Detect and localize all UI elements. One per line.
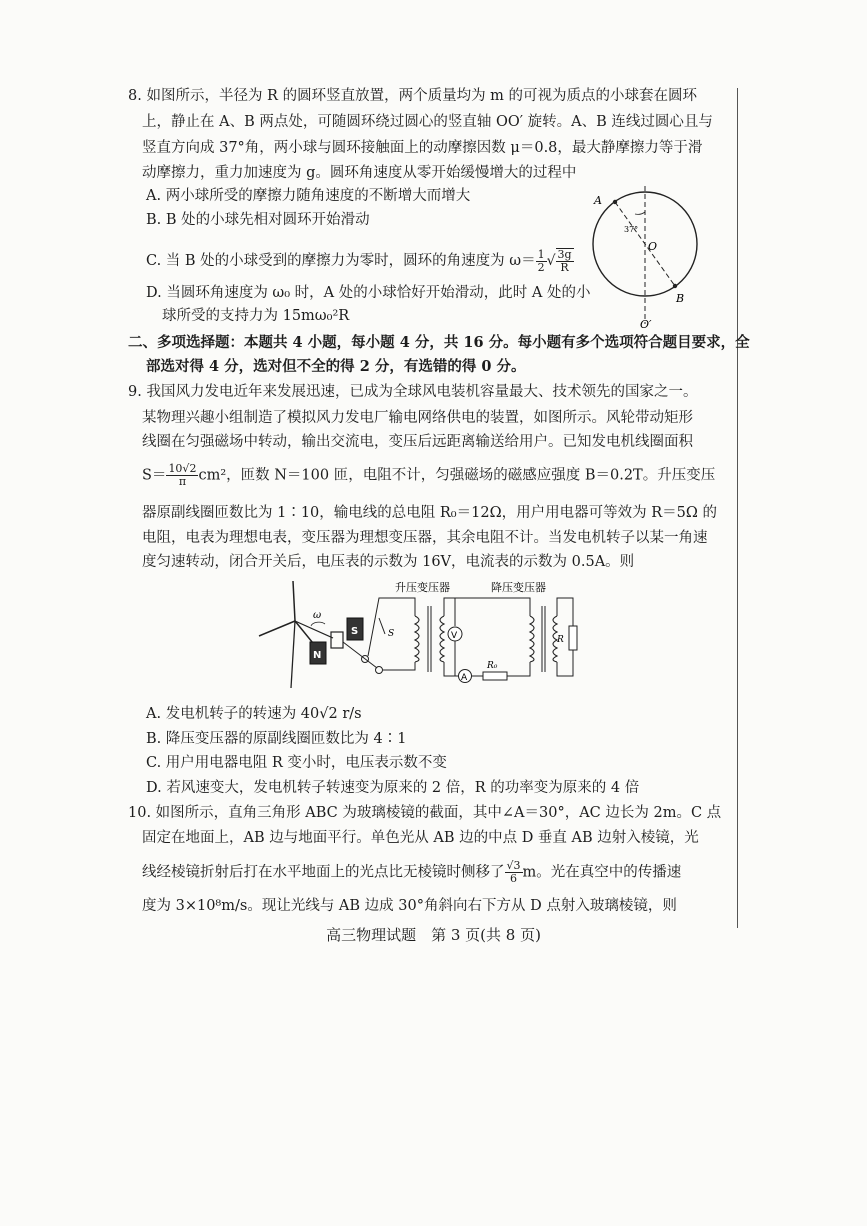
q9-s-label: S＝	[142, 467, 167, 484]
primary-wire-top	[368, 598, 415, 656]
stepdown-label: 降压变压器	[491, 581, 546, 594]
label-a: A	[594, 194, 602, 207]
q8-option-c-fraction	[536, 249, 547, 274]
turbine-shaft	[295, 621, 333, 638]
resistor-r0	[483, 672, 507, 680]
q8-c-den: 2	[537, 260, 545, 274]
q9-s-num: 10√2	[168, 462, 197, 475]
r-label: R	[557, 635, 564, 645]
q10-stem-line-2: 固定在地面上，AB 边与地面平行。单色光从 AB 边的中点 D 垂直 AB 边射入棱镜，光	[142, 830, 699, 846]
q10-l3-text: 线经棱镜折射后打在水平地面上的光点比无棱镜时侧移了	[142, 864, 505, 881]
q9-option-b: B. 降压变压器的原副线圈匝数比为 4∶1	[146, 731, 407, 747]
q9-stem-line-6: 电阻，电表为理想电表，变压器为理想变压器，其余电阻不计。当发电机转子以某一角速	[142, 530, 708, 546]
angle-arc	[635, 212, 645, 214]
page-footer: 高三物理试题 第 3 页(共 8 页)	[326, 926, 541, 944]
load-wire-bottom	[557, 650, 573, 676]
q9-s-rest: cm²，匝数 N＝100 匝，电阻不计，匀强磁场的磁感应强度 B＝0.2T。升压变压	[198, 467, 716, 484]
q9-option-a: A. 发电机转子的转速为 40√2 r/s	[146, 706, 362, 722]
q8-ring-figure	[580, 176, 710, 331]
turbine-blade-1	[293, 581, 295, 621]
q8-c-num: 1	[537, 247, 545, 261]
stepup-label: 升压变压器	[395, 581, 450, 594]
axle	[343, 642, 377, 668]
q9-option-c: C. 用户用电器电阻 R 变小时，电压表示数不变	[146, 755, 447, 771]
q8-option-c-text: C. 当 B 处的小球受到的摩擦力为零时，圆环的角速度为 ω＝	[146, 253, 536, 269]
slip-ring-2	[376, 667, 383, 674]
q10-shift-fraction	[505, 860, 523, 885]
label-o: O	[648, 240, 658, 253]
q10-den: 6	[510, 872, 517, 885]
angle-label: 37°	[624, 225, 639, 234]
magnet-s-label: S	[351, 626, 359, 637]
q9-area-fraction	[166, 463, 198, 488]
ammeter-label: A	[461, 673, 468, 683]
section2-header-line-1: 二、多项选择题：本题共 4 小题，每小题 4 分，共 16 分。每小题有多个选项符合题目要求，全	[128, 334, 750, 351]
q8-option-d-line-2: 球所受的支持力为 15mω₀²R	[162, 308, 350, 324]
voltmeter-label: V	[451, 631, 458, 641]
q9-stem-line-2: 某物理兴趣小组制造了模拟风力发电厂输电网络供电的装置，如图所示。风轮带动矩形	[142, 410, 693, 426]
q8-option-c: C. 当 B 处的小球受到的摩擦力为零时，圆环的角速度为 ω＝ $\frac{1}{2}$ √ $\frac{3g}{R}$	[146, 247, 572, 274]
q9-stem-line-5: 器原副线圈匝数比为 1∶10，输电线的总电阻 R₀＝12Ω，用户用电器可等效为 R＝5Ω 的	[142, 505, 717, 521]
q10-l3-rest: m。光在真空中的传播速	[522, 864, 682, 881]
q9-stem-line-7: 度匀速转动，闭合开关后，电压表的示数为 16V，电流表的示数为 0.5A。则	[142, 554, 635, 570]
magnet-n-label: N	[313, 650, 322, 661]
primary-wire-bottom	[383, 662, 415, 670]
stepup-secondary-coil	[440, 616, 444, 662]
q8-c-rad-den: R	[560, 261, 569, 274]
q10-stem-line-1: 10. 如图所示，直角三角形 ABC 为玻璃棱镜的截面，其中∠A＝30°，AC 边长为 2m。C 点	[128, 805, 722, 821]
load-wire-top	[557, 598, 573, 626]
q8-option-a: A. 两小球所受的摩擦力随角速度的不断增大而增大	[146, 188, 471, 204]
ball-b	[673, 284, 677, 288]
q8-option-b: B. B 处的小球先相对圆环开始滑动	[146, 212, 370, 228]
q10-stem-line-3	[142, 860, 681, 885]
line-top	[444, 598, 530, 616]
q8-stem-line-4: 动摩擦力，重力加速度为 g。圆环角速度从零开始缓慢增大的过程中	[142, 165, 577, 181]
q9-stem-line-1: 9. 我国风力发电近年来发展迅速，已成为全球风电装机容量最大、技术领先的国家之一。	[128, 384, 698, 400]
q8-stem-line-1: 8. 如图所示，半径为 R 的圆环竖直放置，两个质量均为 m 的可视为质点的小球套在圆环	[128, 88, 698, 104]
q8-stem-line-3: 竖直方向成 37°角，两小球与圆环接触面上的动摩擦因数 μ＝0.8，最大静摩擦力等于滑	[142, 140, 703, 156]
q9-s-den: π	[178, 475, 187, 488]
q10-num: √3	[506, 859, 521, 872]
r0-label: R₀	[487, 661, 498, 671]
coil	[331, 632, 343, 648]
q8-stem-line-2: 上，静止在 A、B 两点处，可随圆环绕过圆心的竖直轴 OO′ 旋转。A、B 连线过圆心且与	[142, 114, 713, 130]
omega-label: ω	[313, 610, 322, 621]
section2-header-line-2: 部选对得 4 分，选对但不全的得 2 分，有选错的得 0 分。	[146, 358, 526, 375]
rotation-arrow	[311, 622, 325, 626]
q9-stem-line-3: 线圈在匀强磁场中转动，输出交流电，变压后远距离输送给用户。已知发电机线圈面积	[142, 434, 693, 450]
margin-rule	[737, 88, 738, 928]
ball-a	[613, 200, 617, 204]
switch-label: S	[388, 629, 395, 639]
q8-option-c-radical	[556, 248, 574, 274]
q9-circuit-figure	[255, 576, 585, 692]
label-b: B	[676, 292, 685, 305]
stepup-primary-coil	[415, 616, 419, 662]
q9-option-d: D. 若风速变大，发电机转子转速变为原来的 2 倍，R 的功率变为原来的 4 倍	[146, 780, 640, 796]
q8-c-rad-num: 3g	[557, 248, 572, 261]
stepdown-primary-coil	[530, 616, 534, 662]
label-o-prime: O′	[640, 318, 652, 331]
turbine-blade-2	[259, 621, 295, 636]
q9-stem-line-4	[142, 463, 715, 488]
switch	[379, 618, 385, 634]
q8-option-d-line-1: D. 当圆环角速度为 ω₀ 时，A 处的小球恰好开始滑动，此时 A 处的小	[146, 285, 591, 301]
q10-stem-line-4: 度为 3×10⁸m/s。现让光线与 AB 边成 30°角斜向右下方从 D 点射入玻璃棱镜，则	[142, 898, 677, 914]
turbine-tower	[291, 621, 295, 688]
resistor-r	[569, 626, 577, 650]
